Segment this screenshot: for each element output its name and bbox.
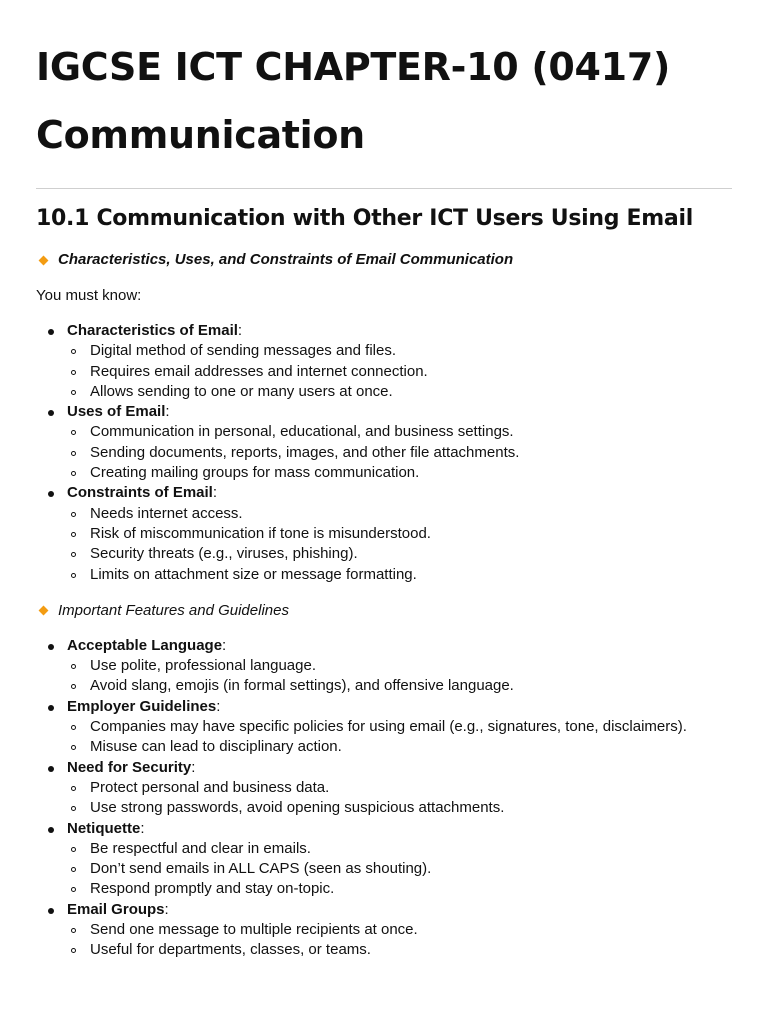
sub-list <box>67 504 732 585</box>
orange-diamond-icon <box>39 255 49 265</box>
orange-diamond-icon <box>39 606 49 616</box>
sub-list-item: Limits on attachment size or message formatting. <box>67 565 732 585</box>
sub-list-item: Use polite, professional language. <box>67 656 732 676</box>
section-heading: 10.1 Communication with Other ICT Users Using Email <box>36 206 693 231</box>
item-label: Constraints of Email <box>67 484 213 502</box>
subheading-text: Important Features and Guidelines <box>58 601 289 619</box>
item-label: Need for Security <box>67 758 192 776</box>
sub-list-item: Security threats (e.g., viruses, phishing). <box>67 544 732 564</box>
sub-list-item: Requires email addresses and internet connection. <box>67 362 732 382</box>
sub-list-item: Risk of miscommunication if tone is misunderstood. <box>67 524 732 544</box>
sub-list-item: Respond promptly and stay on-topic. <box>67 879 732 899</box>
subheading-characteristics <box>36 249 732 271</box>
sub-list-item: Sending documents, reports, images, and other file attachments. <box>67 443 732 463</box>
subheading-text: Characteristics, Uses, and Constraints of Email Communication <box>58 251 514 268</box>
page-title <box>36 0 732 169</box>
sub-list-item: Avoid slang, emojis (in formal settings), and offensive language. <box>67 676 732 696</box>
sub-list-item: Useful for departments, classes, or teams. <box>67 940 732 960</box>
sub-list-item: Communication in personal, educational, and business settings. <box>67 422 732 442</box>
list-item-email-groups: Email Groups: Send one message to multiple recipients at once. Useful for departments, classes, or teams. <box>36 900 732 961</box>
list-item-acceptable-language: Acceptable Language: Use polite, professional language. Avoid slang, emojis (in formal settings), and offensive language. <box>36 636 732 697</box>
guidelines-list <box>36 636 732 961</box>
sub-list <box>67 920 732 961</box>
list-item-constraints: Constraints of Email: Needs internet access. Risk of miscommunication if tone is misunderstood. Security threats (e.g., viruses, phishing). Limits on attachment size or message formatting. <box>36 483 732 584</box>
sub-list-item: Companies may have specific policies for using email (e.g., signatures, tone, disclaimers). <box>67 717 732 737</box>
title-divider <box>36 188 732 189</box>
intro-text: You must know: <box>36 287 142 304</box>
sub-list-item: Needs internet access. <box>67 504 732 524</box>
page-title-line-1: IGCSE ICT CHAPTER-10 (0417) <box>36 45 671 89</box>
sub-list-item: Send one message to multiple recipients at once. <box>67 920 732 940</box>
sub-list-item: Use strong passwords, avoid opening suspicious attachments. <box>67 798 732 818</box>
page-title-line-2: Communication <box>36 113 365 157</box>
sub-list <box>67 778 732 819</box>
list-item-characteristics: Characteristics of Email: Digital method of sending messages and files. Requires email addresses and internet connection. Allows sending to one or many users at once. <box>36 321 732 402</box>
list-item-netiquette: Netiquette: Be respectful and clear in emails. Don’t send emails in ALL CAPS (seen as shouting). Respond promptly and stay on-topic. <box>36 819 732 900</box>
characteristics-list <box>36 321 732 585</box>
sub-list-item: Don’t send emails in ALL CAPS (seen as shouting). <box>67 859 732 879</box>
item-label: Uses of Email <box>67 403 166 421</box>
sub-list <box>67 717 732 758</box>
item-label: Netiquette <box>67 819 141 837</box>
sub-list <box>67 656 732 697</box>
sub-list-item: Misuse can lead to disciplinary action. <box>67 737 732 757</box>
list-item-uses: Uses of Email: Communication in personal, educational, and business settings. Sending documents, reports, images, and other file attachments. Creating mailing groups for mass communication. <box>36 402 732 483</box>
sub-list-item: Creating mailing groups for mass communication. <box>67 463 732 483</box>
item-label: Characteristics of Email <box>67 322 238 339</box>
sub-list-item: Digital method of sending messages and files. <box>67 341 732 361</box>
item-label: Acceptable Language <box>67 636 223 654</box>
sub-list-item: Allows sending to one or many users at once. <box>67 382 732 402</box>
item-label: Email Groups <box>67 900 165 918</box>
sub-list <box>67 839 732 900</box>
item-label: Employer Guidelines <box>67 697 217 715</box>
sub-list <box>67 422 732 483</box>
subheading-features-guidelines <box>36 600 732 622</box>
sub-list-item: Be respectful and clear in emails. <box>67 839 732 859</box>
sub-list-item: Protect personal and business data. <box>67 778 732 798</box>
sub-list <box>67 341 732 402</box>
list-item-employer-guidelines: Employer Guidelines: Companies may have specific policies for using email (e.g., signatures, tone, disclaimers). Misuse can lead to disciplinary action. <box>36 697 732 758</box>
list-item-need-for-security: Need for Security: Protect personal and business data. Use strong passwords, avoid opening suspicious attachments. <box>36 758 732 819</box>
